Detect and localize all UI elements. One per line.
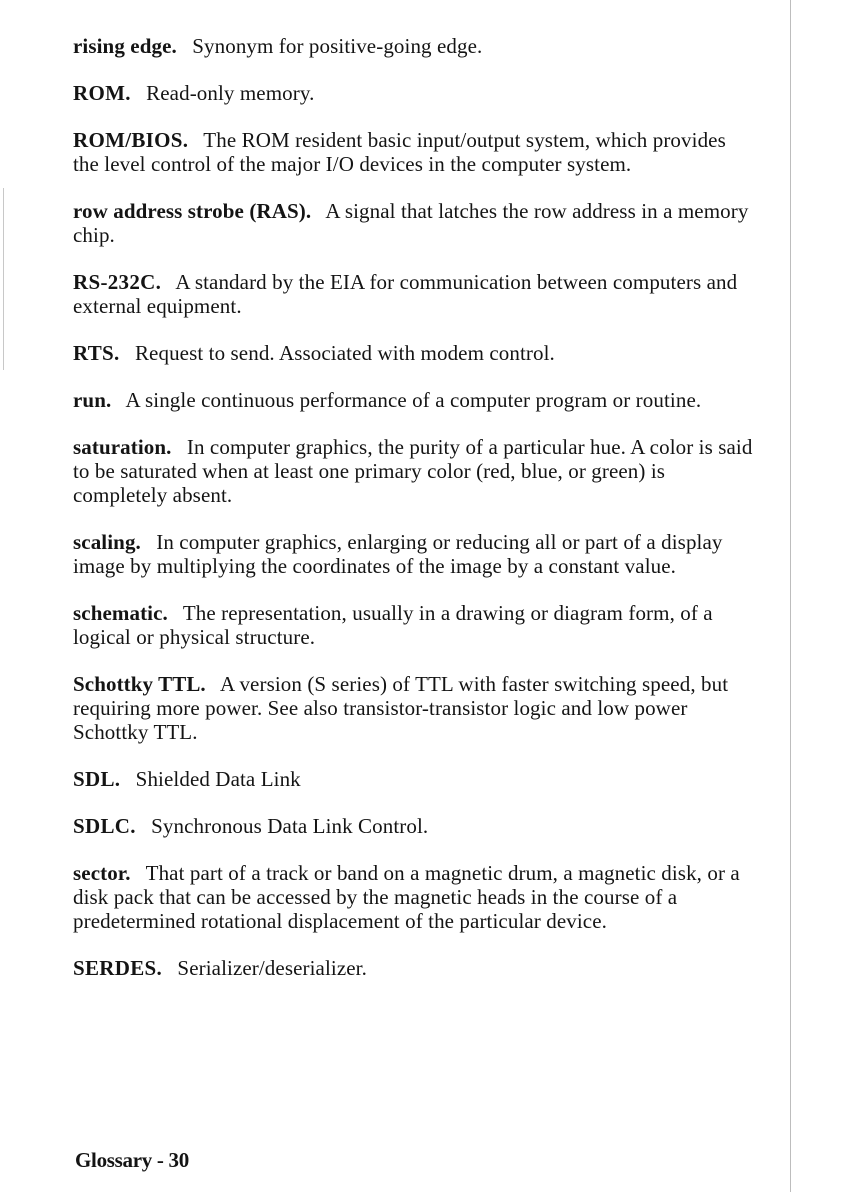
glossary-definition: That part of a track or band on a magnetic drum, a magnetic disk, or a disk pack that can be accessed by the magnetic heads in the course of a predetermined rotational displacement of the particular device.: [73, 861, 740, 933]
scan-edge-line: [790, 0, 791, 1192]
glossary-entry-rom-bios: [73, 128, 753, 176]
glossary-term: saturation.: [73, 435, 172, 459]
glossary-term: SDLC.: [73, 814, 136, 838]
glossary-entry-rts: [73, 341, 753, 365]
glossary-term: RS-232C.: [73, 270, 162, 294]
glossary-term: row address strobe (RAS).: [73, 199, 312, 223]
glossary-list: [73, 34, 753, 1003]
glossary-definition: A signal that latches the row address in a memory chip.: [73, 199, 749, 247]
glossary-definition: In computer graphics, enlarging or reducing all or part of a display image by multiplying the coordinates of the image by a constant value.: [73, 530, 723, 578]
glossary-entry-serdes: [73, 956, 753, 980]
glossary-entry-row-address-strobe: [73, 199, 753, 247]
glossary-entry-rom: [73, 81, 753, 105]
glossary-entry-run: [73, 388, 753, 412]
glossary-term: ROM.: [73, 81, 131, 105]
page-footer: [75, 1148, 189, 1173]
glossary-entry-schottky-ttl: [73, 672, 753, 744]
glossary-definition: Synonym for positive-going edge.: [192, 34, 483, 58]
glossary-term: ROM/BIOS.: [73, 128, 189, 152]
glossary-definition: Read-only memory.: [146, 81, 315, 105]
glossary-definition: The ROM resident basic input/output system, which provides the level control of the major I/O devices in the computer system.: [73, 128, 726, 176]
glossary-definition: Serializer/deserializer.: [177, 956, 367, 980]
glossary-term: scaling.: [73, 530, 141, 554]
glossary-term: SDL.: [73, 767, 121, 791]
glossary-entry-sdl: [73, 767, 753, 791]
glossary-definition: A version (S series) of TTL with faster switching speed, but requiring more power. See also transistor-transistor logic and low power Schottky TTL.: [73, 672, 729, 744]
glossary-entry-scaling: [73, 530, 753, 578]
glossary-entry-schematic: [73, 601, 753, 649]
page-number-label: Glossary - 30: [75, 1148, 189, 1172]
glossary-definition: A single continuous performance of a computer program or routine.: [125, 388, 702, 412]
glossary-entry-saturation: [73, 435, 753, 507]
glossary-entry-sdlc: [73, 814, 753, 838]
glossary-entry-rising-edge: [73, 34, 753, 58]
glossary-definition: The representation, usually in a drawing or diagram form, of a logical or physical structure.: [73, 601, 713, 649]
glossary-definition: In computer graphics, the purity of a particular hue. A color is said to be saturated when at least one primary color (red, blue, or green) is completely absent.: [73, 435, 753, 507]
glossary-entry-rs-232c: [73, 270, 753, 318]
glossary-term: schematic.: [73, 601, 168, 625]
scan-margin-mark: [3, 188, 4, 370]
glossary-term: rising edge.: [73, 34, 177, 58]
glossary-definition: A standard by the EIA for communication between computers and external equipment.: [73, 270, 738, 318]
glossary-term: Schottky TTL.: [73, 672, 206, 696]
glossary-term: run.: [73, 388, 112, 412]
glossary-term: RTS.: [73, 341, 120, 365]
glossary-definition: Request to send. Associated with modem control.: [134, 341, 555, 365]
glossary-term: sector.: [73, 861, 131, 885]
glossary-definition: Shielded Data Link: [135, 767, 301, 791]
glossary-term: SERDES.: [73, 956, 163, 980]
glossary-entry-sector: [73, 861, 753, 933]
glossary-definition: Synchronous Data Link Control.: [151, 814, 429, 838]
